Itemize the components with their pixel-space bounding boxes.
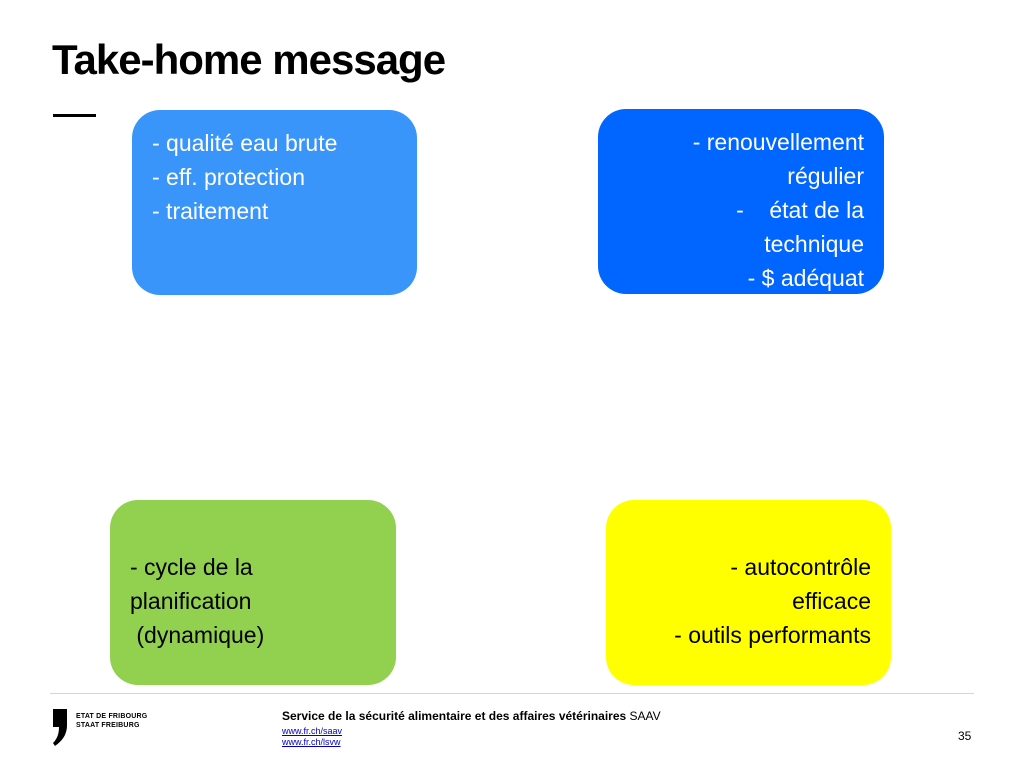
box-line: - autocontrôle (730, 554, 871, 580)
box-line: - eff. protection (152, 164, 305, 190)
box-renewal (598, 109, 884, 294)
box-line: - $ adéquat (747, 265, 864, 291)
logo-line: ETAT DE FRIBOURG (76, 713, 148, 720)
service-name (282, 709, 661, 724)
logo-text (76, 712, 147, 730)
footer-divider (50, 693, 974, 694)
box-line: - outils performants (674, 622, 871, 648)
page-number: 35 (958, 729, 972, 743)
box-line: planification (130, 588, 252, 614)
box-self-control (606, 500, 891, 685)
title-underline (53, 114, 96, 117)
box-line: efficace (792, 588, 871, 614)
comma-logo-icon (50, 707, 70, 747)
logo-line: STAAT FREIBURG (76, 722, 140, 729)
box-line: - état de la (736, 197, 864, 223)
box-line: - traitement (152, 198, 269, 224)
box-line: régulier (787, 163, 864, 189)
footer-links (282, 726, 342, 748)
link-lsvw[interactable]: www.fr.ch/lsvw (282, 737, 341, 747)
box-line: - qualité eau brute (152, 130, 338, 156)
box-line: - renouvellement (692, 129, 864, 155)
box-planning-cycle (110, 500, 396, 685)
box-water-quality (132, 110, 417, 295)
slide-title: Take-home message (52, 36, 446, 83)
box-line: technique (764, 231, 864, 257)
service-abbr: SAAV (629, 709, 661, 723)
box-line: (dynamique) (130, 622, 265, 648)
box-line: - cycle de la (130, 554, 253, 580)
service-full-name: Service de la sécurité alimentaire et des affaires vétérinaires (282, 709, 627, 723)
link-saav[interactable]: www.fr.ch/saav (282, 726, 343, 736)
